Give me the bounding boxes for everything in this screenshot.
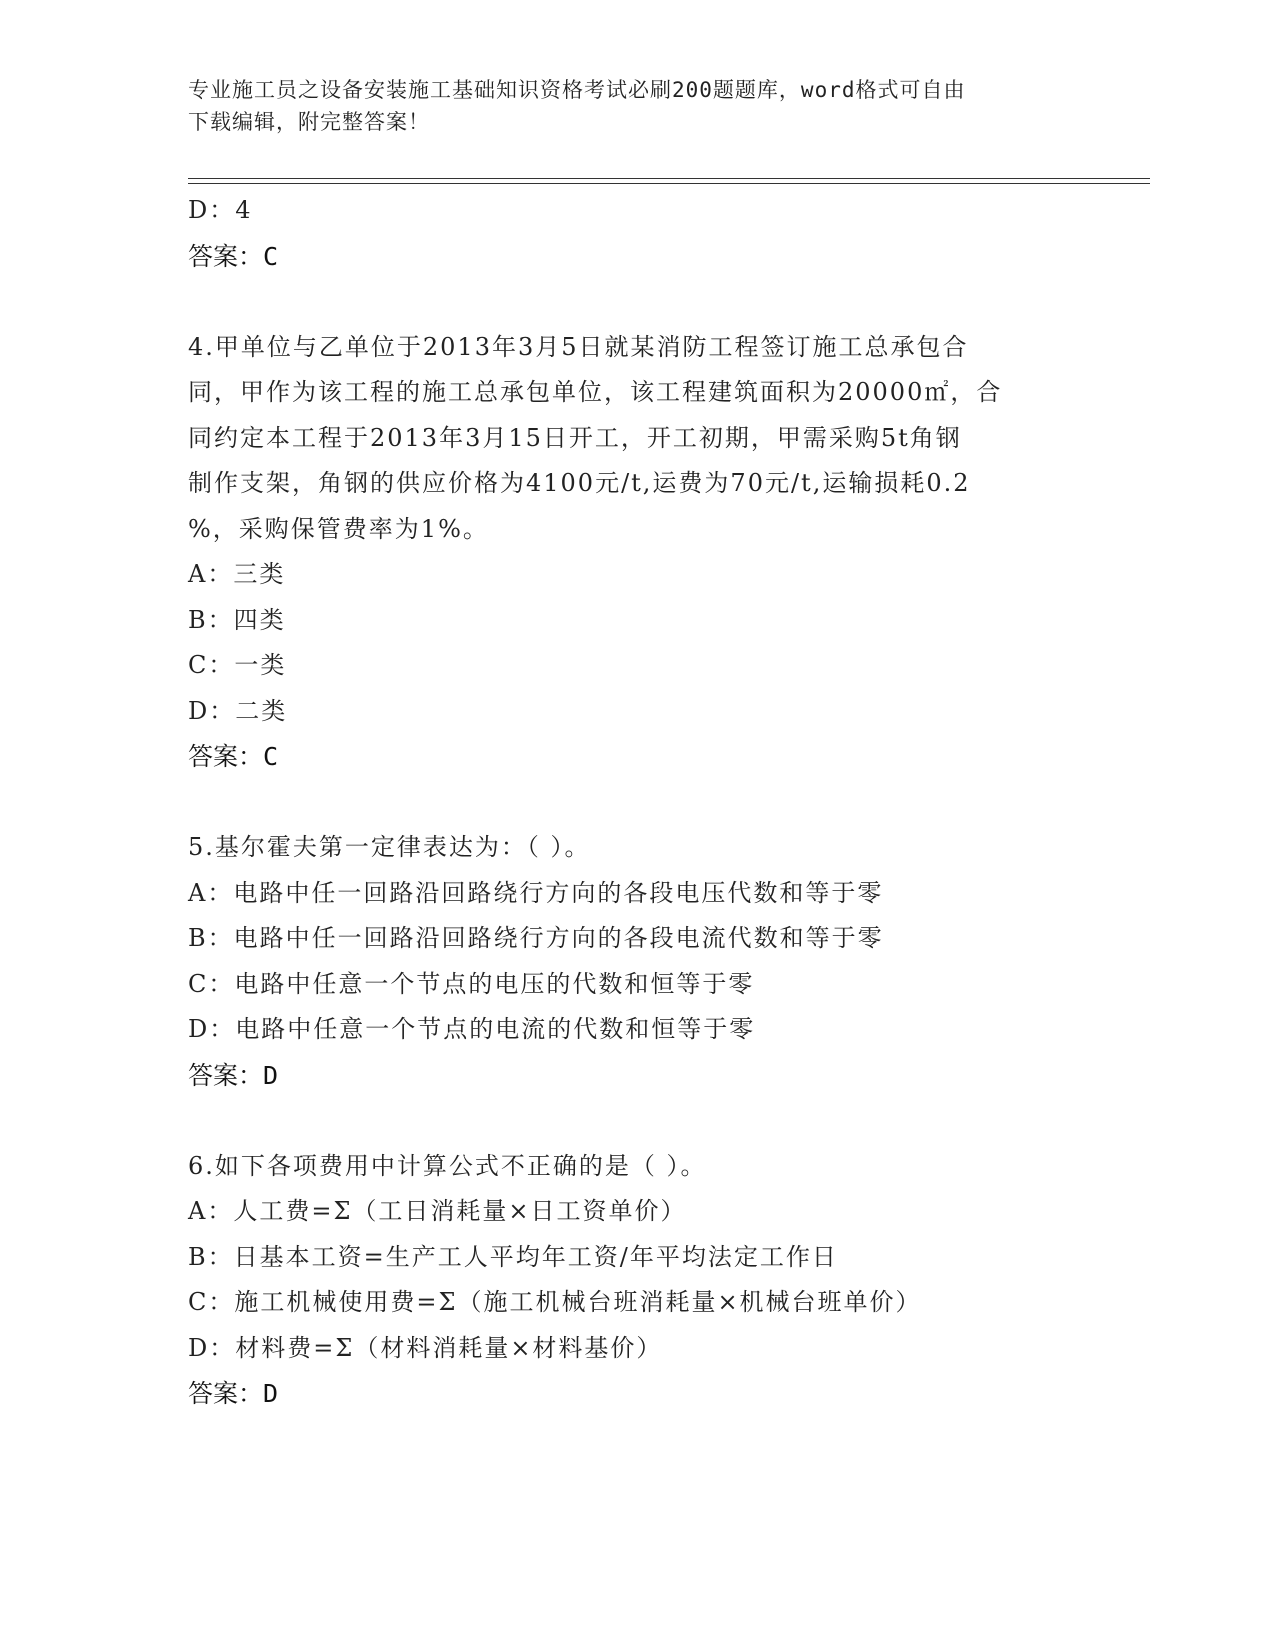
document-body [188, 188, 1088, 1417]
option-d: D：材料费=Σ（材料消耗量×材料基价） [188, 1333, 663, 1362]
header-divider-top [188, 178, 1150, 179]
option-c: C：一类 [188, 651, 287, 679]
answer-line: 答案：C [188, 241, 279, 271]
question-5 [188, 825, 1088, 1098]
prev-question-tail [188, 188, 1088, 279]
answer-line: 答案：D [188, 1060, 279, 1090]
question-stem-line: 制作支架，角钢的供应价格为4100元/t,运费为70元/t,运输损耗0.2 [188, 469, 971, 497]
answer-line: 答案：C [188, 742, 279, 771]
question-stem: 6.如下各项费用中计算公式不正确的是（ ）。 [188, 1151, 707, 1180]
question-stem-line: 同，甲作为该工程的施工总承包单位，该工程建筑面积为20000㎡，合 [188, 378, 1003, 406]
option-b: B：电路中任一回路沿回路绕行方向的各段电流代数和等于零 [188, 924, 884, 952]
option-c: C：施工机械使用费=Σ（施工机械台班消耗量×机械台班单价） [188, 1288, 922, 1316]
option-c: C：电路中任意一个节点的电压的代数和恒等于零 [188, 969, 755, 998]
question-stem-line: %，采购保管费率为1%。 [188, 514, 489, 543]
option-a: A：电路中任一回路沿回路绕行方向的各段电压代数和等于零 [188, 878, 884, 907]
option-b: B：日基本工资=生产工人平均年工资/年平均法定工作日 [188, 1242, 838, 1271]
header-divider-bottom [188, 183, 1150, 184]
option-d: D：二类 [188, 696, 288, 725]
answer-line: 答案：D [188, 1379, 279, 1408]
page-header [188, 74, 1088, 138]
question-4 [188, 325, 1088, 780]
header-text-line-1: 专业施工员之设备安装施工基础知识资格考试必刷200题题库，word格式可自由 [188, 78, 966, 102]
option-d: D：电路中任意一个节点的电流的代数和恒等于零 [188, 1015, 756, 1043]
spacer [188, 780, 1088, 826]
spacer [188, 279, 1088, 325]
option-d: D：4 [188, 196, 253, 224]
spacer [188, 1098, 1088, 1144]
header-text-line-2: 下载编辑，附完整答案！ [188, 110, 430, 134]
question-stem: 5.基尔霍夫第一定律表达为：（ ）。 [188, 833, 591, 861]
option-a: A：三类 [188, 560, 286, 588]
question-stem-line: 4.甲单位与乙单位于2013年3月5日就某消防工程签订施工总承包合 [188, 332, 969, 361]
option-b: B：四类 [188, 605, 286, 634]
option-a: A：人工费=Σ（工日消耗量×日工资单价） [188, 1197, 687, 1225]
question-6 [188, 1144, 1088, 1417]
question-stem-line: 同约定本工程于2013年3月15日开工，开工初期，甲需采购5t角钢 [188, 423, 962, 452]
